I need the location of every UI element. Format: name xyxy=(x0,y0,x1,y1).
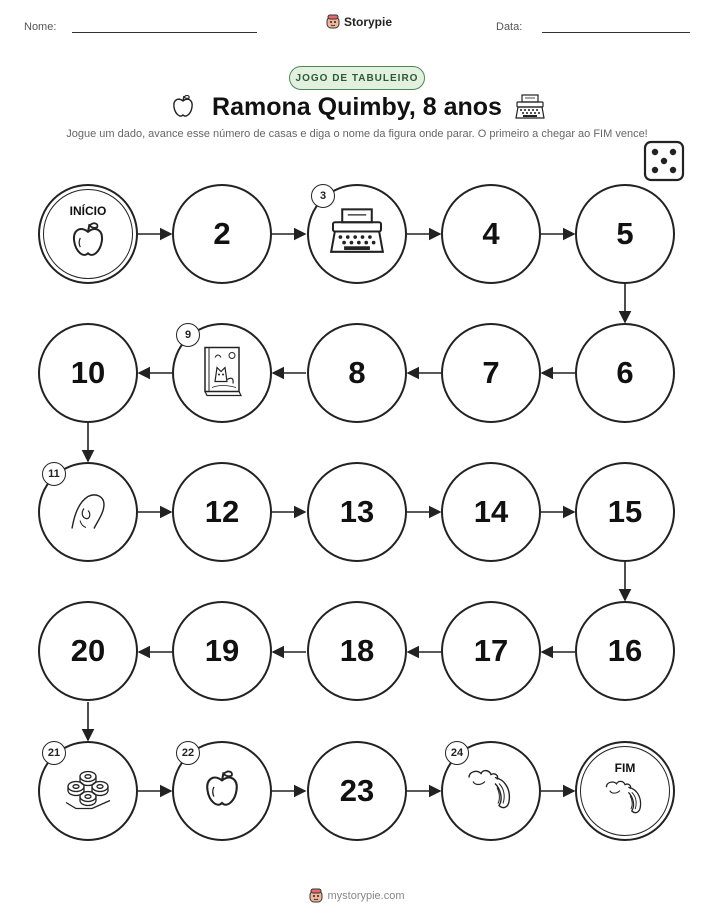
cell-number-badge: 22 xyxy=(176,741,200,765)
board-cell-11 xyxy=(38,462,138,562)
board-cell-15 xyxy=(575,462,675,562)
board-cell-16 xyxy=(575,601,675,701)
cell-number: 16 xyxy=(607,633,643,668)
date-label: Data: xyxy=(496,21,523,33)
apple-icon xyxy=(71,219,105,264)
board-cell-22 xyxy=(172,741,272,841)
storybook-icon xyxy=(199,344,245,403)
instructions: Jogue um dado, avance esse número de casas e diga o nome da figura onde parar. O primeiro a chegar ao FIM vence! xyxy=(66,128,648,140)
cell-number: 12 xyxy=(204,494,240,529)
board-cell-12 xyxy=(172,462,272,562)
cell-number: 5 xyxy=(616,216,634,251)
cell-number: 7 xyxy=(482,355,500,390)
board-cell-21 xyxy=(38,741,138,841)
board-cell-17 xyxy=(441,601,541,701)
cell-number: 17 xyxy=(473,633,509,668)
cell-number: 20 xyxy=(70,633,106,668)
storypie-mascot-icon xyxy=(309,888,323,904)
board-cell-13 xyxy=(307,462,407,562)
cell-number: 23 xyxy=(339,773,375,808)
board-cell-19 xyxy=(172,601,272,701)
board-cell-20 xyxy=(38,601,138,701)
cell-number: 6 xyxy=(616,355,634,390)
coins-icon xyxy=(62,767,114,816)
start-label: INÍCIO xyxy=(69,204,107,218)
cell-number: 10 xyxy=(70,355,106,390)
cell-number-badge: 3 xyxy=(311,184,335,208)
game-type-badge: JOGO DE TABULEIRO xyxy=(289,66,425,90)
cell-number-badge: 21 xyxy=(42,741,66,765)
board-cell-9 xyxy=(172,323,272,423)
cell-number: 15 xyxy=(607,494,643,529)
page-title: Ramona Quimby, 8 anos xyxy=(212,93,502,121)
board-cell-finish xyxy=(575,741,675,841)
board-cell-14 xyxy=(441,462,541,562)
finish-label: FIM xyxy=(614,761,636,775)
typewriter-icon xyxy=(329,208,385,261)
board-cell-24 xyxy=(441,741,541,841)
cell-number: 4 xyxy=(482,216,500,251)
knee-icon xyxy=(66,487,110,538)
board-cell-7 xyxy=(441,323,541,423)
board-cell-8 xyxy=(307,323,407,423)
cell-number: 13 xyxy=(339,494,375,529)
footer xyxy=(0,888,714,904)
board-cell-4 xyxy=(441,184,541,284)
board-cell-start xyxy=(38,184,138,284)
apple-icon xyxy=(204,768,240,815)
board-cell-10 xyxy=(38,323,138,423)
board-cell-6 xyxy=(575,323,675,423)
cell-number: 18 xyxy=(339,633,375,668)
brand-name: Storypie xyxy=(344,15,393,29)
board-cell-5 xyxy=(575,184,675,284)
footer-url: mystorypie.com xyxy=(327,890,405,902)
ponytail-icon xyxy=(465,766,517,817)
board-cell-3 xyxy=(307,184,407,284)
cell-number-badge: 11 xyxy=(42,462,66,486)
ponytail-icon xyxy=(603,776,647,821)
board-cell-18 xyxy=(307,601,407,701)
board-cell-2 xyxy=(172,184,272,284)
cell-number-badge: 9 xyxy=(176,323,200,347)
cell-number: 19 xyxy=(204,633,240,668)
cell-number: 2 xyxy=(213,216,231,251)
cell-number: 8 xyxy=(348,355,366,390)
cell-number: 14 xyxy=(473,494,509,529)
board-cell-23 xyxy=(307,741,407,841)
name-label: Nome: xyxy=(24,21,57,33)
cell-number-badge: 24 xyxy=(445,741,469,765)
